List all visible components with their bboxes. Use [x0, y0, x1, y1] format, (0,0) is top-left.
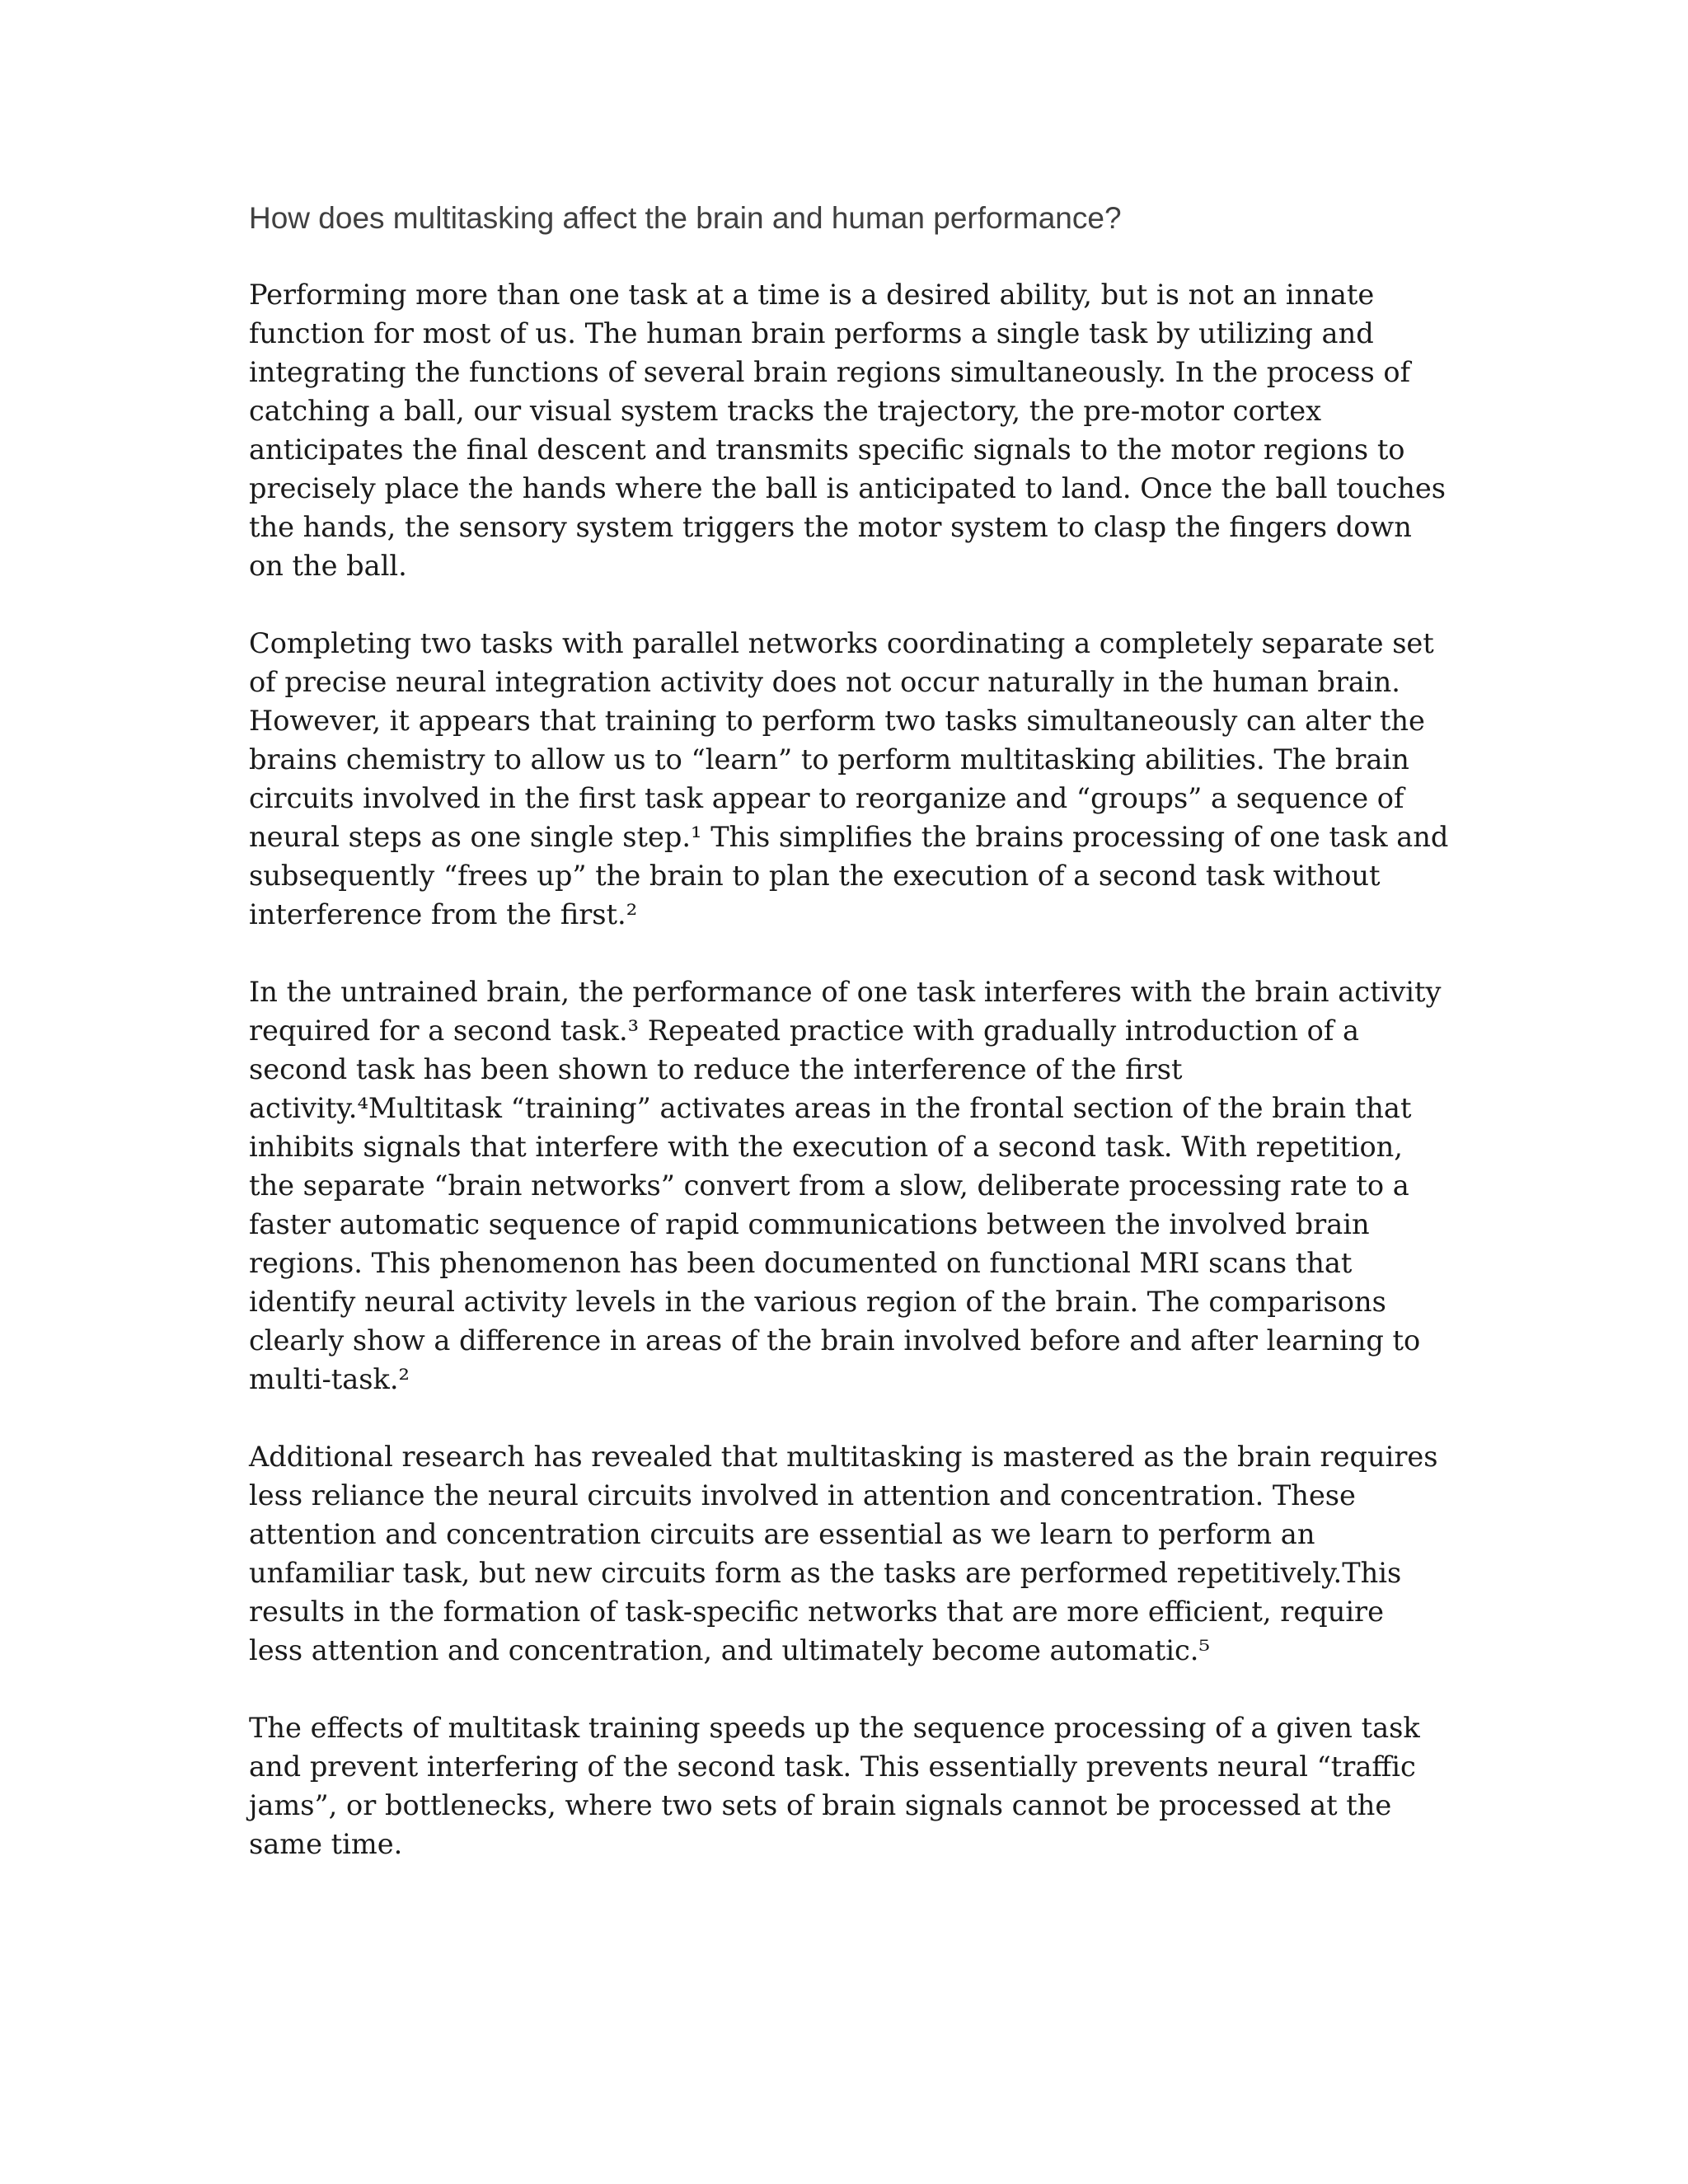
- document-title: How does multitasking affect the brain and human performance?: [249, 201, 1122, 235]
- paragraph-2: Completing two tasks with parallel networks coordinating a completely separate set of precise neural integration activity does not occur naturally in the human brain. However, it appears that training to perform two tasks simultaneously can alter the brains chemistry to allow us to “learn” to perform multitasking abilities. The brain circuits involved in the first task appear to reorganize and “groups” a sequence of neural steps as one single step.¹ This simplifies the brains processing of one task and subsequently “frees up” the brain to plan the execution of a second task without interference from the first.²: [249, 627, 1449, 930]
- paragraph-5: The effects of multitask training speeds up the sequence processing of a given task and prevent interfering of the second task. This essentially prevents neural “traffic jams”, or bottlenecks, where two sets of brain signals cannot be processed at the same time.: [249, 1712, 1420, 1860]
- paragraph-4: Additional research has revealed that multitasking is mastered as the brain requires less reliance the neural circuits involved in attention and concentration. These attention and concentration circuits are essential as we learn to perform an unfamiliar task, but new circuits form as the tasks are performed repetitively.This results in the formation of task-specific networks that are more efficient, require less attention and concentration, and ultimately become automatic.⁵: [249, 1441, 1438, 1666]
- paragraph-3: In the untrained brain, the performance of one task interferes with the brain activity required for a second task.³ Repeated practice with gradually introduction of a second task has been shown to reduce the interference of the first activity.⁴Multitask “training” activates areas in the frontal section of the brain that inhibits signals that interfere with the execution of a second task. With repetition, the separate “brain networks” convert from a slow, deliberate processing rate to a faster automatic sequence of rapid communications between the involved brain regions. This phenomenon has been documented on functional MRI scans that identify neural activity levels in the various region of the brain. The comparisons clearly show a difference in areas of the brain involved before and after learning to multi-task.²: [249, 976, 1442, 1395]
- document-body: [249, 198, 1469, 1863]
- paragraph-1: Performing more than one task at a time is a desired ability, but is not an innate function for most of us. The human brain performs a single task by utilizing and integrating the functions of several brain regions simultaneously. In the process of catching a ball, our visual system tracks the trajectory, the pre-motor cortex anticipates the final descent and transmits specific signals to the motor regions to precisely place the hands where the ball is anticipated to land. Once the ball touches the hands, the sensory system triggers the motor system to clasp the fingers down on the ball.: [249, 279, 1446, 582]
